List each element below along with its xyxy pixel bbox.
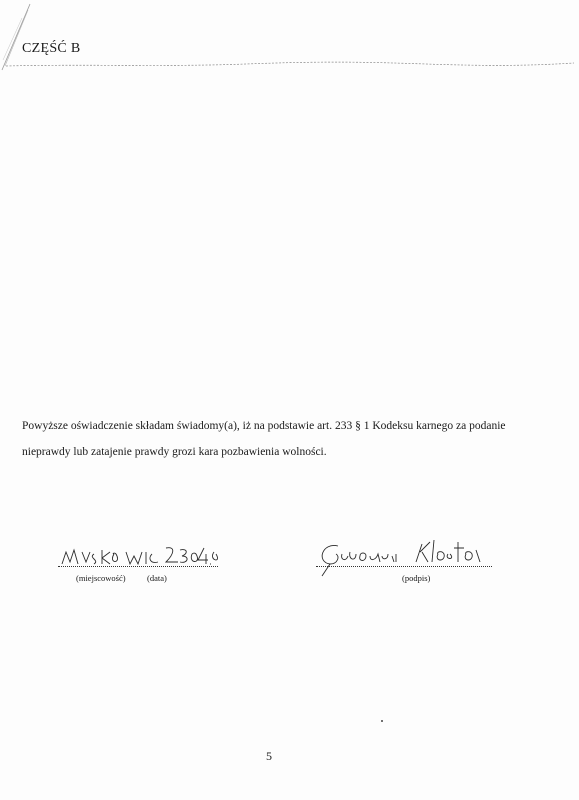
declaration-line-1: Powyższe oświadczenie składam świadomy(a), iż na podstawie art. 233 § 1 Kodeksu karnego za podanie bbox=[22, 420, 506, 432]
place-caption: (miejscowość) bbox=[76, 573, 126, 583]
signature-dotted-line bbox=[316, 565, 492, 567]
declaration-line-2: nieprawdy lub zatajenie prawdy grozi kara pozbawienia wolności. bbox=[22, 446, 327, 458]
declaration-statement bbox=[22, 413, 542, 465]
header-rule bbox=[6, 58, 574, 70]
section-title: CZĘŚĆ B bbox=[22, 41, 81, 56]
handwritten-signature bbox=[316, 532, 496, 577]
stray-dot-mark bbox=[381, 720, 383, 722]
date-caption: (data) bbox=[147, 573, 167, 583]
signature-caption: (podpis) bbox=[402, 573, 431, 583]
signature-block bbox=[316, 540, 496, 583]
page-number: 5 bbox=[266, 749, 272, 763]
place-date-dotted-line bbox=[58, 565, 218, 567]
place-date-block bbox=[58, 540, 223, 583]
